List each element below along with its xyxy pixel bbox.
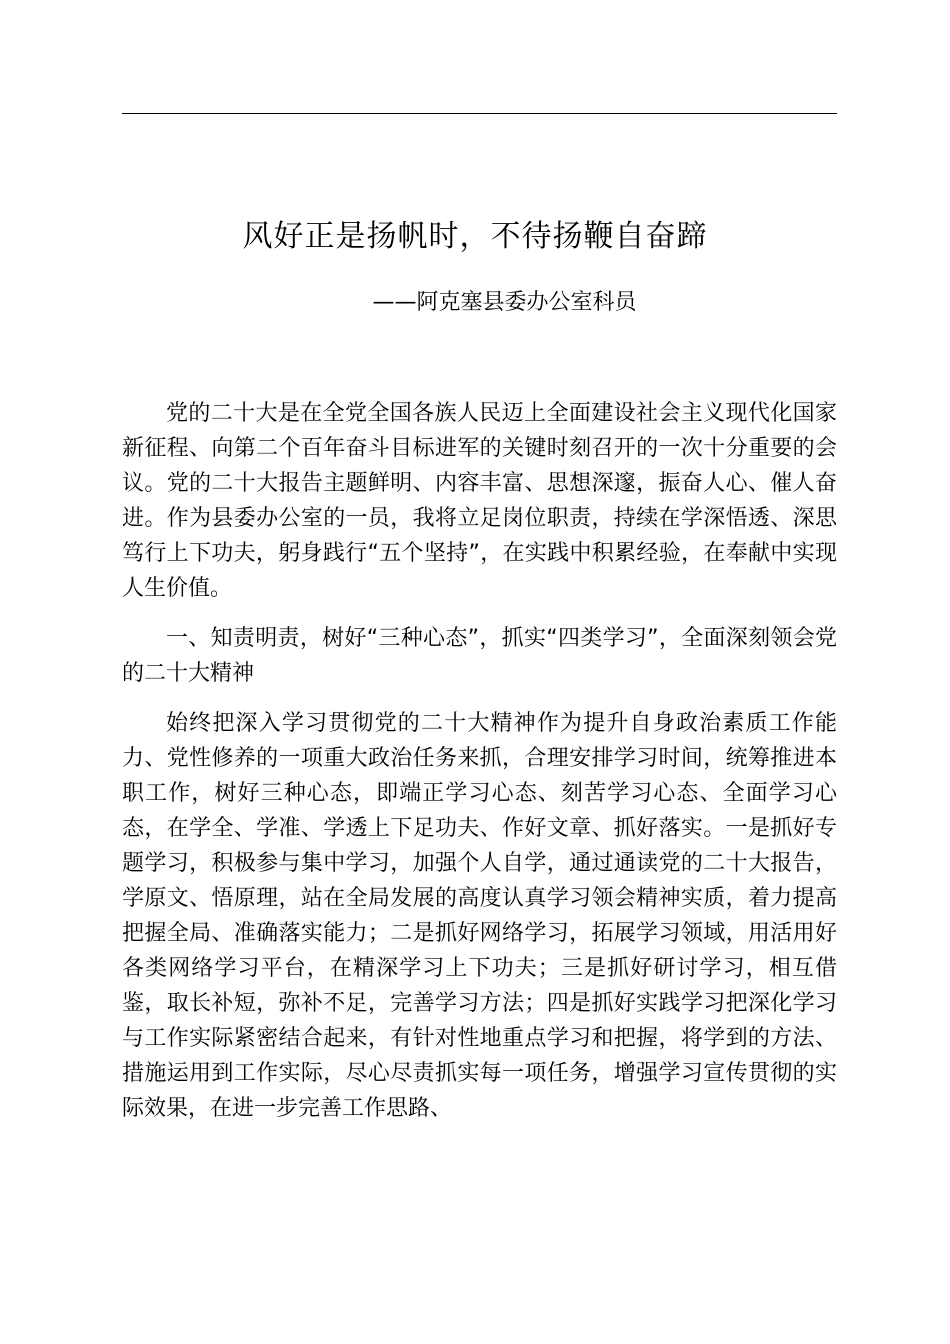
document-title: 风好正是扬帆时，不待扬鞭自奋蹄 <box>242 219 708 254</box>
paragraph-intro: 党的二十大是在全党全国各族人民迈上全面建设社会主义现代化国家新征程、向第二个百年奋斗目标进军的关键时刻召开的一次十分重要的会议。党的二十大报告主题鲜明、内容丰富、思想深邃，振奋人心、催人奋进。作为县委办公室的一员，我将立足岗位职责，持续在学深悟透、深思笃行上下功夫，躬身践行“五个坚持”，在实践中积累经验，在奉献中实现人生价值。 <box>122 401 837 601</box>
document-body <box>122 396 837 1126</box>
header-rule <box>122 113 837 114</box>
section-heading-1: 一、知责明责，树好“三种心态”，抓实“四类学习”，全面深刻领会党的二十大精神 <box>122 626 837 686</box>
paragraph-section-1: 始终把深入学习贯彻党的二十大精神作为提升自身政治素质工作能力、党性修养的一项重大政治任务来抓，合理安排学习时间，统筹推进本职工作，树好三种心态，即端正学习心态、刻苦学习心态、全面学习心态，在学全、学准、学透上下足功夫、作好文章、抓好落实。一是抓好专题学习，积极参与集中学习，加强个人自学，通过通读党的二十大报告，学原文、悟原理，站在全局发展的高度认真学习领会精神实质，着力提高把握全局、准确落实能力；二是抓好网络学习，拓展学习领域，用活用好各类网络学习平台，在精深学习上下功夫；三是抓好研讨学习，相互借鉴，取长补短，弥补不足，完善学习方法；四是抓好实践学习把深化学习与工作实际紧密结合起来，有针对性地重点学习和把握，将学到的方法、措施运用到工作实际，尽心尽责抓实每一项任务，增强学习宣传贯彻的实际效果，在进一步完善工作思路、 <box>122 711 837 1121</box>
document-subtitle: ——阿克塞县委办公室科员 <box>372 290 637 315</box>
